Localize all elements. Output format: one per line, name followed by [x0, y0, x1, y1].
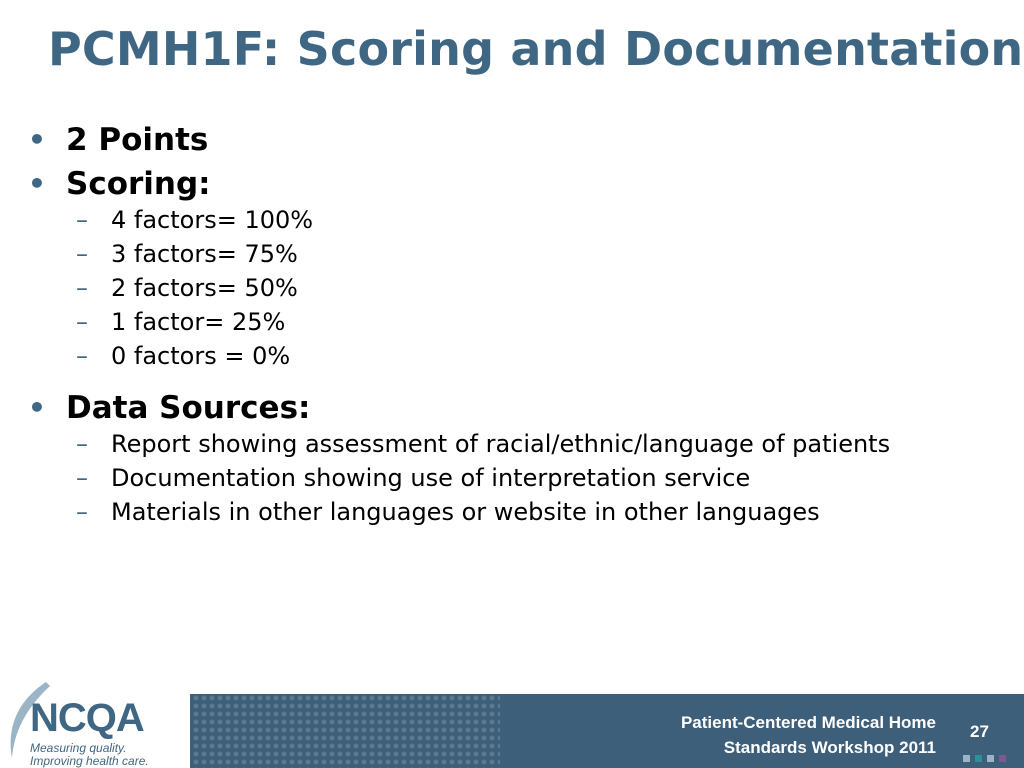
scoring-sublist: [28, 206, 988, 370]
dash-icon: –: [76, 240, 88, 268]
sub-item: – 2 factors= 50%: [76, 274, 298, 302]
page-number: 27: [970, 722, 989, 741]
bullet-text: 2 Points: [66, 122, 209, 158]
bullet-icon: •: [28, 123, 46, 156]
dash-icon: –: [76, 308, 88, 336]
decor-square: [999, 755, 1006, 762]
dash-icon: –: [76, 498, 88, 526]
sub-item: – Materials in other languages or website in other languages: [76, 498, 820, 526]
sub-item: – 4 factors= 100%: [76, 206, 314, 234]
footer-line-1: Patient-Centered Medical Home: [680, 713, 936, 732]
sub-item: – 1 factor= 25%: [76, 308, 286, 336]
dash-icon: –: [76, 430, 88, 458]
slide-title: PCMH1F: Scoring and Documentation: [48, 22, 1024, 76]
dash-icon: –: [76, 464, 88, 492]
sub-item: – Report showing assessment of racial/ethnic/language of patients: [76, 430, 891, 458]
bullet-points: [28, 118, 988, 162]
bullet-scoring: [28, 162, 988, 206]
bullet-text: Data Sources:: [66, 390, 311, 426]
decor-square: [987, 755, 994, 762]
sub-item: – 3 factors= 75%: [76, 240, 298, 268]
logo-tagline-2: Improving health care.: [30, 754, 149, 768]
logo-tagline-1: Measuring quality.: [30, 741, 127, 755]
logo-wordmark: NCQA: [30, 696, 144, 740]
dot-pattern: [160, 694, 500, 768]
decor-square: [975, 755, 982, 762]
dash-icon: –: [76, 274, 88, 302]
footer-line-2: Standards Workshop 2011: [723, 738, 936, 757]
data-sources-sublist: [28, 430, 988, 526]
dash-icon: –: [76, 342, 88, 370]
bullet-data-sources: [28, 386, 988, 430]
sub-item: – 0 factors = 0%: [76, 342, 291, 370]
slide-content: [28, 118, 988, 532]
bullet-icon: •: [28, 167, 46, 200]
sub-item: – Documentation showing use of interpretation service: [76, 464, 751, 492]
bullet-text: Scoring:: [66, 166, 211, 202]
dash-icon: –: [76, 206, 88, 234]
decor-square: [963, 755, 970, 762]
bullet-icon: •: [28, 391, 46, 424]
